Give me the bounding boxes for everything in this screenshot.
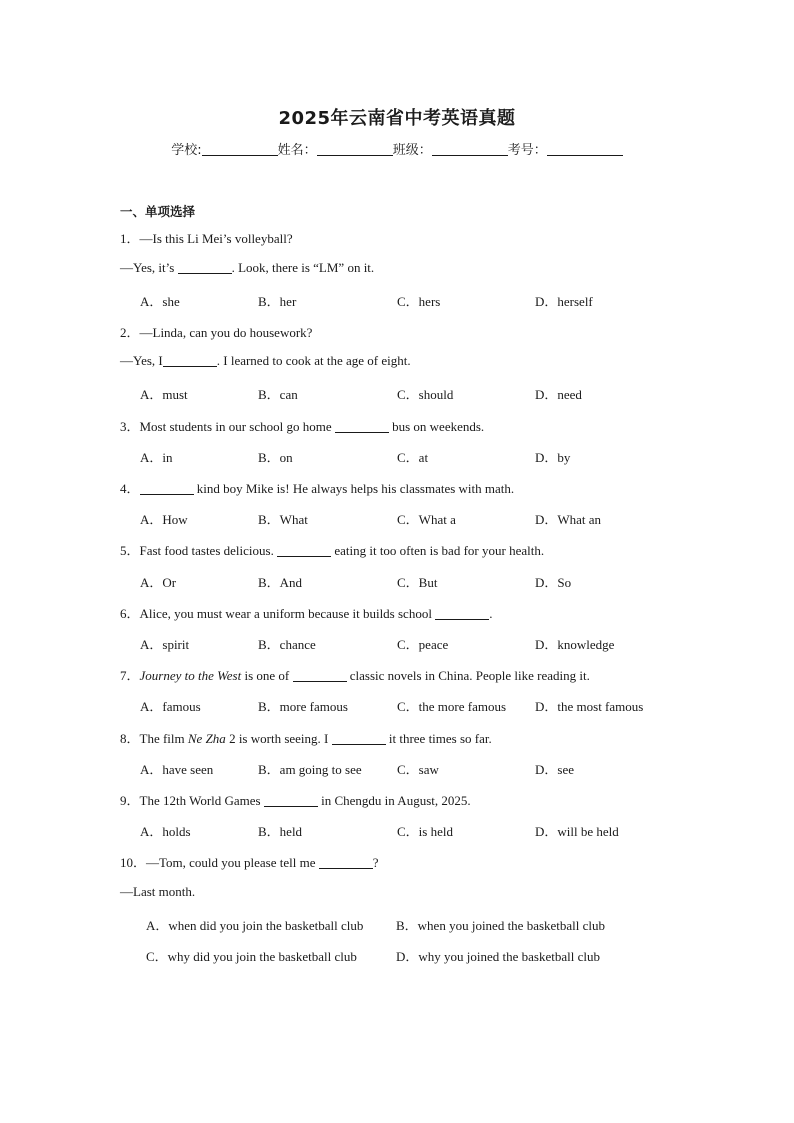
section-heading: 一、单项选择	[120, 204, 196, 219]
option-b[interactable]: B．And	[258, 575, 303, 590]
option-b[interactable]: B．her	[258, 294, 297, 309]
question-2-text: 2．—Linda, can you do housework?	[120, 325, 313, 340]
option-c[interactable]: C．is held	[397, 824, 453, 839]
name-blank[interactable]	[317, 142, 393, 156]
page-title: 2025年云南省中考英语真题	[278, 108, 516, 129]
question-1-response: —Yes, it’s . Look, there is “LM” on it.	[120, 260, 375, 275]
option-a[interactable]: A．holds	[140, 824, 191, 839]
option-a[interactable]: A．Or	[140, 575, 177, 590]
option-d[interactable]: D．see	[535, 762, 574, 777]
question-4-text: 4． kind boy Mike is! He always helps his classmates with math.	[120, 481, 515, 496]
option-b[interactable]: B．on	[258, 450, 293, 465]
question-1-options	[140, 291, 700, 309]
option-b[interactable]: B．held	[258, 824, 303, 839]
student-info-row	[0, 139, 794, 158]
option-c[interactable]: C．why did you join the basketball club	[146, 949, 357, 964]
option-b[interactable]: B．can	[258, 387, 298, 402]
question-5-options	[140, 572, 700, 590]
question-8-options	[140, 759, 700, 777]
answer-blank	[178, 261, 232, 274]
option-c[interactable]: C．What a	[397, 512, 456, 527]
option-c[interactable]: C．But	[397, 575, 438, 590]
question-4-options	[140, 509, 700, 527]
option-c[interactable]: C．saw	[397, 762, 439, 777]
question-8-text: 8．The film Ne Zha 2 is worth seeing. I it three times so far.	[120, 731, 492, 746]
question-7-options	[140, 696, 700, 714]
option-a[interactable]: A．in	[140, 450, 173, 465]
question-2-options	[140, 384, 700, 402]
question-3-text: 3．Most students in our school go home bus on weekends.	[120, 419, 485, 434]
answer-blank	[264, 794, 318, 807]
answer-blank	[435, 607, 489, 620]
option-c[interactable]: C．peace	[397, 637, 449, 652]
option-b[interactable]: B．chance	[258, 637, 316, 652]
option-b[interactable]: B．am going to see	[258, 762, 362, 777]
option-d[interactable]: D．What an	[535, 512, 602, 527]
answer-blank	[319, 856, 373, 869]
option-b[interactable]: B．more famous	[258, 699, 348, 714]
book-title: Journey to the West	[139, 668, 242, 683]
school-field[interactable]: 学校:	[171, 139, 277, 158]
option-d[interactable]: D．herself	[535, 294, 593, 309]
answer-blank	[140, 482, 194, 495]
question-7-text: 7．Journey to the West is one of classic novels in China. People like reading it.	[120, 668, 590, 683]
answer-blank	[163, 354, 217, 367]
question-1-text: 1．—Is this Li Mei’s volleyball?	[120, 231, 293, 246]
option-a[interactable]: A．have seen	[140, 762, 214, 777]
question-3-options	[140, 447, 700, 465]
option-d[interactable]: D．will be held	[535, 824, 619, 839]
option-a[interactable]: A．spirit	[140, 637, 190, 652]
option-b[interactable]: B．when you joined the basketball club	[396, 918, 606, 933]
question-5-text: 5．Fast food tastes delicious. eating it too often is bad for your health.	[120, 543, 545, 558]
film-title: Ne Zha	[187, 731, 226, 746]
question-2-response: —Yes, I . I learned to cook at the age of eight.	[120, 353, 411, 368]
option-c[interactable]: C．hers	[397, 294, 441, 309]
answer-blank	[335, 420, 389, 433]
option-d[interactable]: D．need	[535, 387, 582, 402]
name-field[interactable]: 姓名：	[278, 139, 393, 158]
class-blank[interactable]	[432, 142, 508, 156]
exam-number-field[interactable]: 考号：	[508, 139, 623, 158]
question-10-text: 10．—Tom, could you please tell me ?	[120, 855, 379, 870]
answer-blank	[277, 544, 331, 557]
question-9-options	[140, 821, 700, 839]
option-b[interactable]: B．What	[258, 512, 308, 527]
option-c[interactable]: C．should	[397, 387, 454, 402]
question-9-text: 9．The 12th World Games in Chengdu in August, 2025.	[120, 793, 471, 808]
answer-blank	[332, 732, 386, 745]
question-10-response: —Last month.	[120, 884, 196, 899]
school-blank[interactable]	[202, 142, 278, 156]
option-c[interactable]: C．at	[397, 450, 429, 465]
question-6-options	[140, 634, 700, 652]
question-10-options-row-2	[146, 946, 706, 964]
option-c[interactable]: C．the more famous	[397, 699, 507, 714]
option-a[interactable]: A．when did you join the basketball club	[146, 918, 364, 933]
question-10-options-row-1	[146, 915, 706, 933]
option-a[interactable]: A．must	[140, 387, 188, 402]
option-a[interactable]: A．famous	[140, 699, 201, 714]
option-d[interactable]: D．the most famous	[535, 699, 644, 714]
option-d[interactable]: D．why you joined the basketball club	[396, 949, 600, 964]
option-a[interactable]: A．she	[140, 294, 180, 309]
question-6-text: 6．Alice, you must wear a uniform because it builds school .	[120, 606, 493, 621]
answer-blank	[293, 669, 347, 682]
option-d[interactable]: D．So	[535, 575, 572, 590]
exam-number-blank[interactable]	[547, 142, 623, 156]
option-d[interactable]: D．knowledge	[535, 637, 615, 652]
class-field[interactable]: 班级：	[393, 139, 508, 158]
option-d[interactable]: D．by	[535, 450, 571, 465]
option-a[interactable]: A．How	[140, 512, 188, 527]
